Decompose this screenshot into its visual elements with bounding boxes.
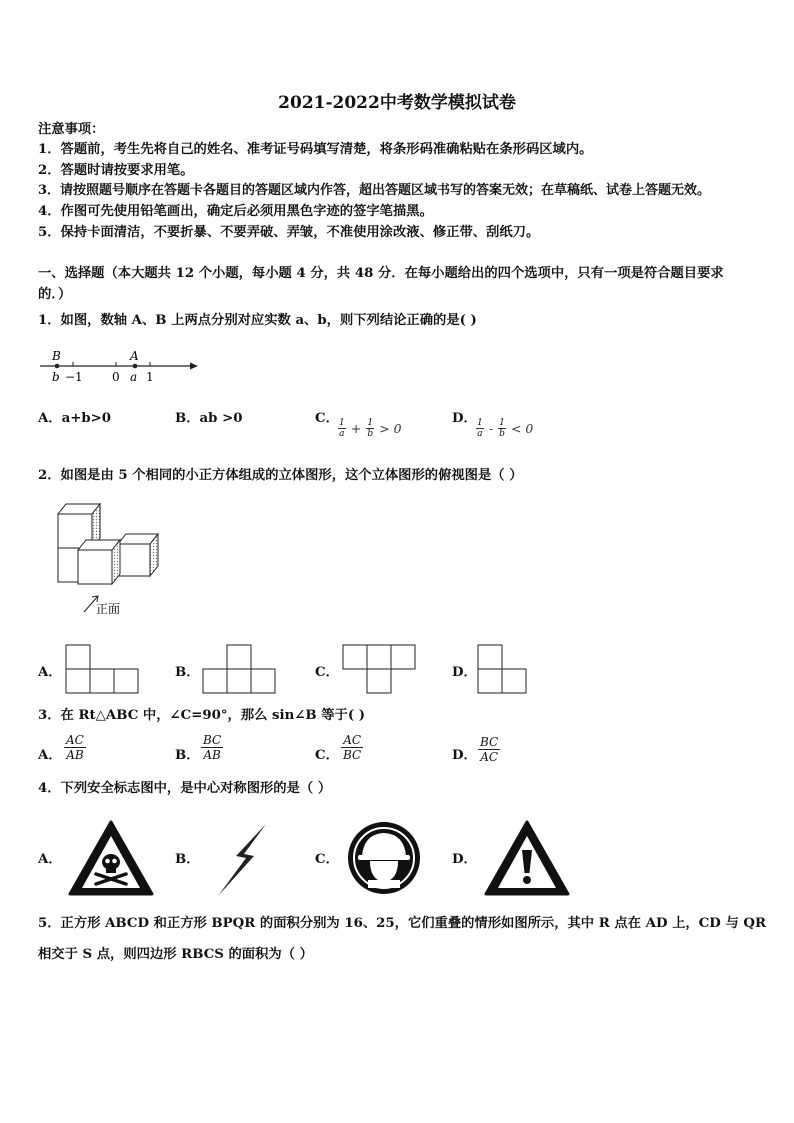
toxic-warning-sign-icon <box>66 818 156 898</box>
q3-option-b-label: B． <box>175 748 200 763</box>
q3-option-d-label: D． <box>452 748 477 763</box>
q1-option-d-label: D． <box>452 411 477 426</box>
q2-option-d-shape <box>477 644 529 696</box>
q3-stem: 3．在 Rt△ABC 中，∠C=90°，那么 sin∠B 等于( ) <box>38 708 366 723</box>
q2-option-c: C． <box>315 665 339 680</box>
q4-option-a: A． <box>38 852 62 867</box>
q2-option-c-shape <box>342 644 418 696</box>
q2-stem: 2．如图是由 5 个相同的小正方体组成的立体图形，这个立体图形的俯视图是（ ） <box>38 468 523 483</box>
notice-item-1: 1．答题前，考生先将自己的姓名、准考证号码填写清楚，将条形码准确粘贴在条形码区域内。 <box>38 142 593 157</box>
q3-option-a-label: A． <box>38 748 62 763</box>
q3-option-c-fraction: $\frac{AC}{BC}$ <box>343 733 362 762</box>
q2-option-d: D． <box>452 665 477 680</box>
page-title: 2021-2022中考数学模拟试卷 <box>278 93 516 113</box>
q3-option-a-fraction: $\frac{AC}{AB}$ <box>66 733 84 762</box>
q1-stem: 1．如图，数轴 A、B 上两点分别对应实数 a、b，则下列结论正确的是( ) <box>38 313 477 328</box>
safety-helmet-sign-icon <box>346 820 422 896</box>
q4-option-c: C． <box>315 852 339 867</box>
q2-option-b: B． <box>175 665 200 680</box>
q3-option-d-fraction: $\frac{BC}{AC}$ <box>480 735 499 764</box>
q3-option-b-fraction: $\frac{BC}{AB}$ <box>203 733 222 762</box>
notice-item-2: 2．答题时请按要求用笔。 <box>38 163 194 178</box>
axis-point-a-label: A <box>130 349 139 363</box>
q5-stem-line2: 相交于 S 点，则四边形 RBCS 的面积为（ ） <box>38 947 313 962</box>
front-view-label: 正面 <box>96 602 121 616</box>
axis-tick-a: a <box>130 370 138 384</box>
q4-option-d: D． <box>452 852 477 867</box>
notice-heading: 注意事项： <box>38 122 105 137</box>
q2-option-a-shape <box>65 644 141 696</box>
axis-tick-1: 1 <box>146 370 154 384</box>
q2-option-a: A． <box>38 665 62 680</box>
axis-tick-0: 0 <box>112 370 120 384</box>
cube-stack-figure <box>50 500 165 620</box>
q3-option-c-label: C． <box>315 748 339 763</box>
q1-option-d-expression: $\frac{1}{a}$ - $\frac{1}{b}$ < 0 <box>477 418 534 439</box>
axis-tick-neg1: −1 <box>65 370 83 384</box>
section-heading-line1: 一、选择题（本大题共 12 个小题，每小题 4 分，共 48 分．在每小题给出的四个选项中，只有一项是符合题目要求 <box>38 266 724 281</box>
q4-stem: 4．下列安全标志图中，是中心对称图形的是（ ） <box>38 781 332 796</box>
notice-item-3: 3．请按照题号顺序在答题卡各题目的答题区域内作答，超出答题区域书写的答案无效；在草稿纸、试卷上答题无效。 <box>38 183 711 198</box>
axis-point-b-label: B <box>52 349 61 363</box>
lightning-bolt-icon <box>214 822 272 898</box>
q1-option-c-label: C． <box>315 411 339 426</box>
axis-tick-b: b <box>52 370 60 384</box>
number-line-figure <box>38 346 203 386</box>
q2-option-b-shape <box>202 644 278 696</box>
q1-option-c-expression: $\frac{1}{a}$ + $\frac{1}{b}$ > 0 <box>339 418 402 439</box>
q5-stem-line1: 5．正方形 ABCD 和正方形 BPQR 的面积分别为 16、25，它们重叠的情形如图所示，其中 R 点在 AD 上，CD 与 QR <box>38 916 767 931</box>
notice-item-5: 5．保持卡面清洁，不要折暴、不要弄破、弄皱，不准使用涂改液、修正带、刮纸刀。 <box>38 225 540 240</box>
exclamation-warning-sign-icon <box>482 818 572 898</box>
notice-item-4: 4．作图可先使用铅笔画出，确定后必须用黑色字迹的签字笔描黑。 <box>38 204 433 219</box>
q1-option-b: B．ab >0 <box>175 411 243 426</box>
q1-option-a: A．a+b>0 <box>38 411 112 426</box>
q4-option-b: B． <box>175 852 200 867</box>
section-heading-line2: 的．） <box>38 287 72 302</box>
